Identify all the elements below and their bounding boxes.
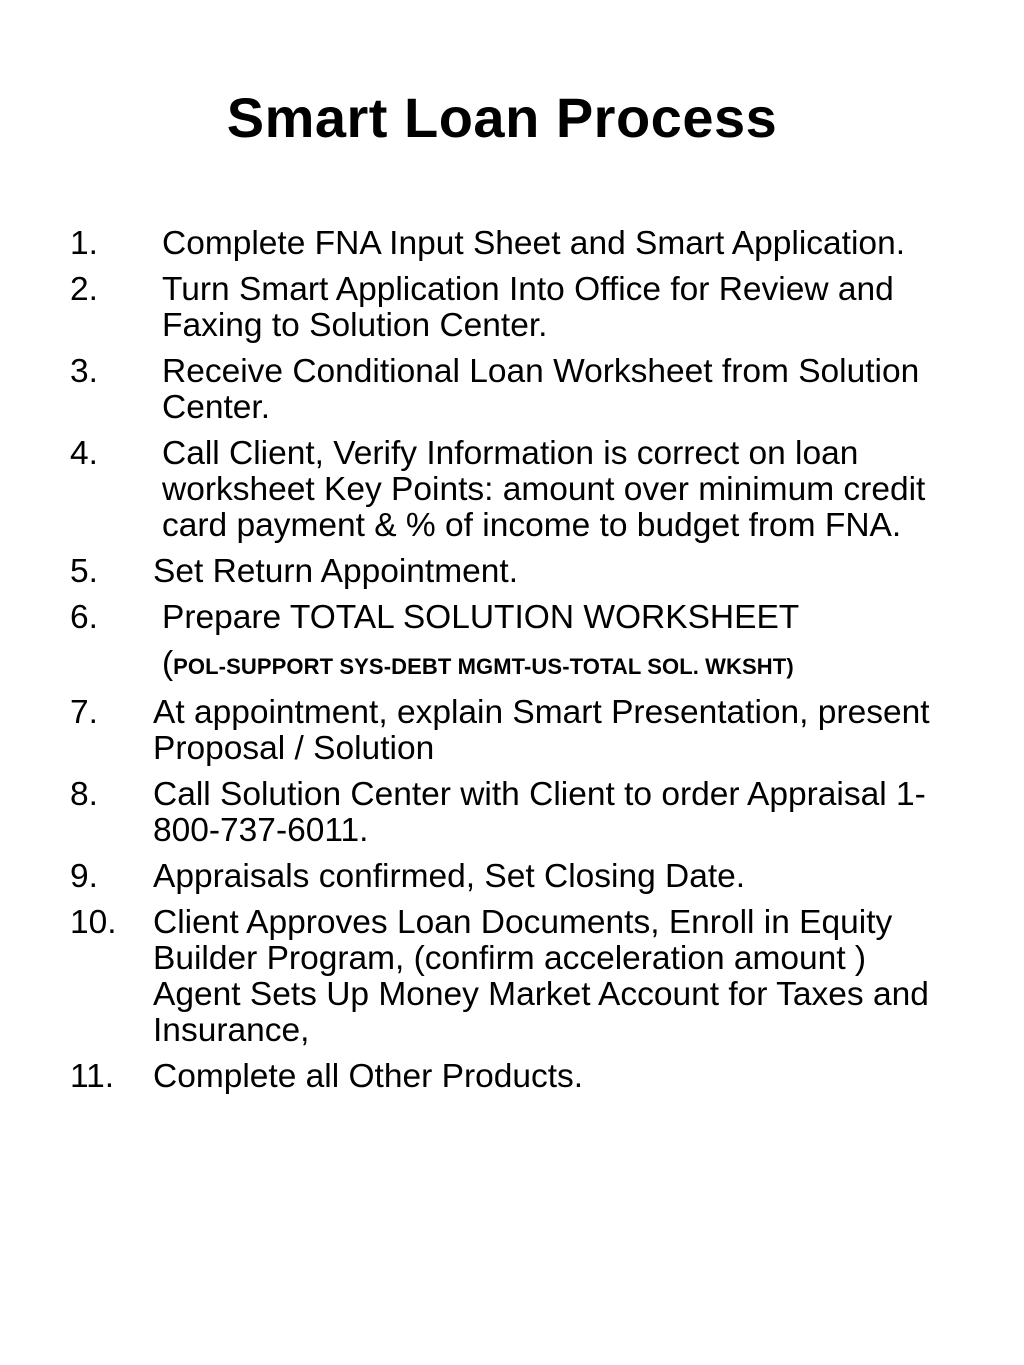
step-number: 5. xyxy=(70,553,98,590)
step-text: Client Approves Loan Documents, Enroll in Equity Builder Program, (confirm acceleration amount ) Agent Sets Up Money Market Account for Taxes and Insurance, xyxy=(153,904,929,1049)
step-text: Set Return Appointment. xyxy=(153,553,518,590)
step-number: 7. xyxy=(70,694,98,731)
list-item xyxy=(70,905,950,1049)
list-item xyxy=(70,226,950,262)
list-item xyxy=(70,777,950,849)
step-text: Complete all Other Products. xyxy=(153,1058,584,1095)
step-number: 4. xyxy=(70,435,98,472)
step-text: Appraisals confirmed, Set Closing Date. xyxy=(153,858,746,895)
list-item xyxy=(70,272,950,344)
step-number: 3. xyxy=(70,353,98,390)
step-number: 8. xyxy=(70,776,98,813)
menu-path-paren: ( xyxy=(162,645,174,682)
menu-path-text: POL-SUPPORT SYS-DEBT MGMT-US-TOTAL SOL. WKSHT) xyxy=(173,654,794,679)
list-item xyxy=(70,859,950,895)
page-title: Smart Loan Process xyxy=(226,86,778,149)
step-number: 9. xyxy=(70,858,98,895)
step-number: 11. xyxy=(70,1058,115,1095)
list-item xyxy=(70,554,950,590)
step-text: Complete FNA Input Sheet and Smart Application. xyxy=(162,225,906,262)
step-text: Turn Smart Application Into Office for Review and Faxing to Solution Center. xyxy=(162,271,894,344)
steps-list xyxy=(70,226,950,1105)
step-number: 1. xyxy=(70,225,98,262)
step-text: Receive Conditional Loan Worksheet from Solution Center. xyxy=(162,353,920,426)
step-text: Prepare TOTAL SOLUTION WORKSHEET xyxy=(162,599,800,636)
list-item xyxy=(70,600,950,685)
list-item xyxy=(70,1059,950,1095)
step-text: At appointment, explain Smart Presentation, present Proposal / Solution xyxy=(153,694,930,767)
list-item xyxy=(70,354,950,426)
list-item xyxy=(70,695,950,767)
step-number: 6. xyxy=(70,599,98,636)
list-item xyxy=(70,436,950,544)
menu-path xyxy=(162,646,950,685)
step-number: 2. xyxy=(70,271,98,308)
step-text: Call Client, Verify Information is correct on loan worksheet Key Points: amount over minimum credit card payment & % of income to budget from FNA. xyxy=(162,435,926,544)
step-text: Call Solution Center with Client to order Appraisal 1-800-737-6011. xyxy=(153,776,926,849)
step-number: 10. xyxy=(70,904,117,941)
